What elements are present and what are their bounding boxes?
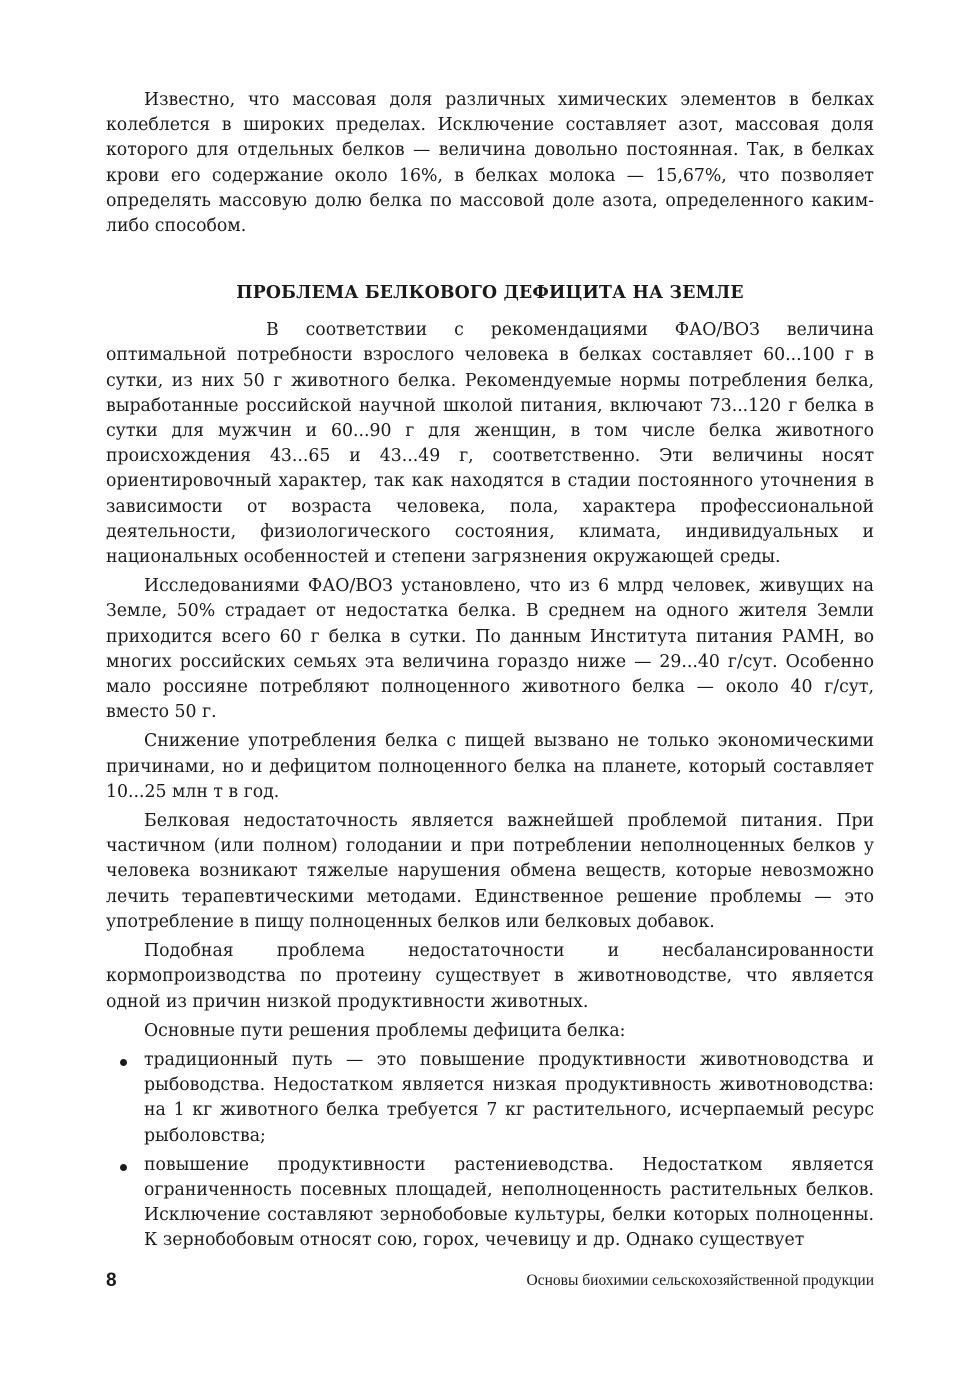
bullet-dot-icon bbox=[120, 1164, 127, 1171]
bullet-item bbox=[106, 1153, 874, 1254]
running-title: Основы биохимии сельскохозяйственной продукции bbox=[526, 1272, 874, 1289]
page-footer bbox=[106, 1270, 874, 1296]
bullet-list bbox=[106, 1048, 874, 1254]
bullet-text: повышение продуктивности растениеводства. Недостатком является ограниченность посевных площадей, неполноценность растительных белков. Исключение составляют зернобобовые культуры, белки которых полноценны. К зернобобовым относят сою, горох, чечевицу и др. Однако существует bbox=[144, 1154, 874, 1251]
paragraph: В соответствии с рекомендациями ФАО/ВОЗ величина оптимальной потребности взрослого человека в белках составляет 60...100 г в сутки, из них 50 г животного белка. Рекомендуемые нормы потребления белка, выработанные российской научной школой питания, включают 73...120 г белка в сутки для мужчин и 60...90 г для женщин, в том числе белка животного происхождения 43...65 и 43...49 г, соответственно. Эти величины носят ориентировочный характер, так как находятся в стадии постоянного уточнения в зависимости от возраста человека, пола, характера профессиональной деятельности, физиологического состояния, климата, индивидуальных и национальных особенностей и степени загрязнения окружающей среды. bbox=[106, 320, 874, 568]
paragraph: Исследованиями ФАО/ВОЗ установлено, что из 6 млрд человек, живущих на Земле, 50% страдает от недостатка белка. В среднем на одного жителя Земли приходится всего 60 г белка в сутки. По данным Института питания РАМН, во многих российских семьях эта величина гораздо ниже — 29...40 г/сут. Особенно мало россияне потребляют полноценного животного белка — около 40 г/сут, вместо 50 г. bbox=[106, 576, 874, 723]
paragraph: Белковая недостаточность является важнейшей проблемой питания. При частичном (или полном) голодании и при потреблении неполноценных белков у человека возникают тяжелые нарушения обмена веществ, которые невозможно лечить терапевтическими методами. Единственное решение проблемы — это употребление в пищу полноценных белков или белковых добавок. bbox=[106, 811, 874, 932]
paragraph: Основные пути решения проблемы дефицита белка: bbox=[144, 1020, 626, 1041]
paragraph: Подобная проблема недостаточности и несбалансированности кормопроизводства по протеину существует в животноводстве, что является одной из причин низкой продуктивности животных. bbox=[106, 941, 874, 1012]
bullet-item bbox=[106, 1048, 874, 1149]
bullet-dot-icon bbox=[120, 1059, 127, 1066]
section-title: ПРОБЛЕМА БЕЛКОВОГО ДЕФИЦИТА НА ЗЕМЛЕ bbox=[236, 283, 744, 304]
intro-paragraph: Известно, что массовая доля различных химических элементов в белках колеблется в широких пределах. Исключение составляет азот, массовая доля которого для отдельных белков — величина довольно постоянная. Так, в белках крови его содержание около 16%, в белках молока — 15,67%, что позволяет определять массовую долю белка по массовой доле азота, определенного каким-либо способом. bbox=[106, 90, 874, 237]
paragraph: Снижение употребления белка с пищей вызвано не только экономическими причинами, но и дефицитом полноценного белка на планете, который составляет 10...25 млн т в год. bbox=[106, 731, 874, 802]
page-number: 8 bbox=[106, 1270, 117, 1291]
bullet-text: традиционный путь — это повышение продуктивности животноводства и рыбоводства. Недостатком является низкая продуктивность животноводства: на 1 кг животного белка требуется 7 кг растительного, исчерпаемый ресурс рыболовства; bbox=[144, 1049, 874, 1146]
page-body bbox=[106, 88, 874, 1254]
